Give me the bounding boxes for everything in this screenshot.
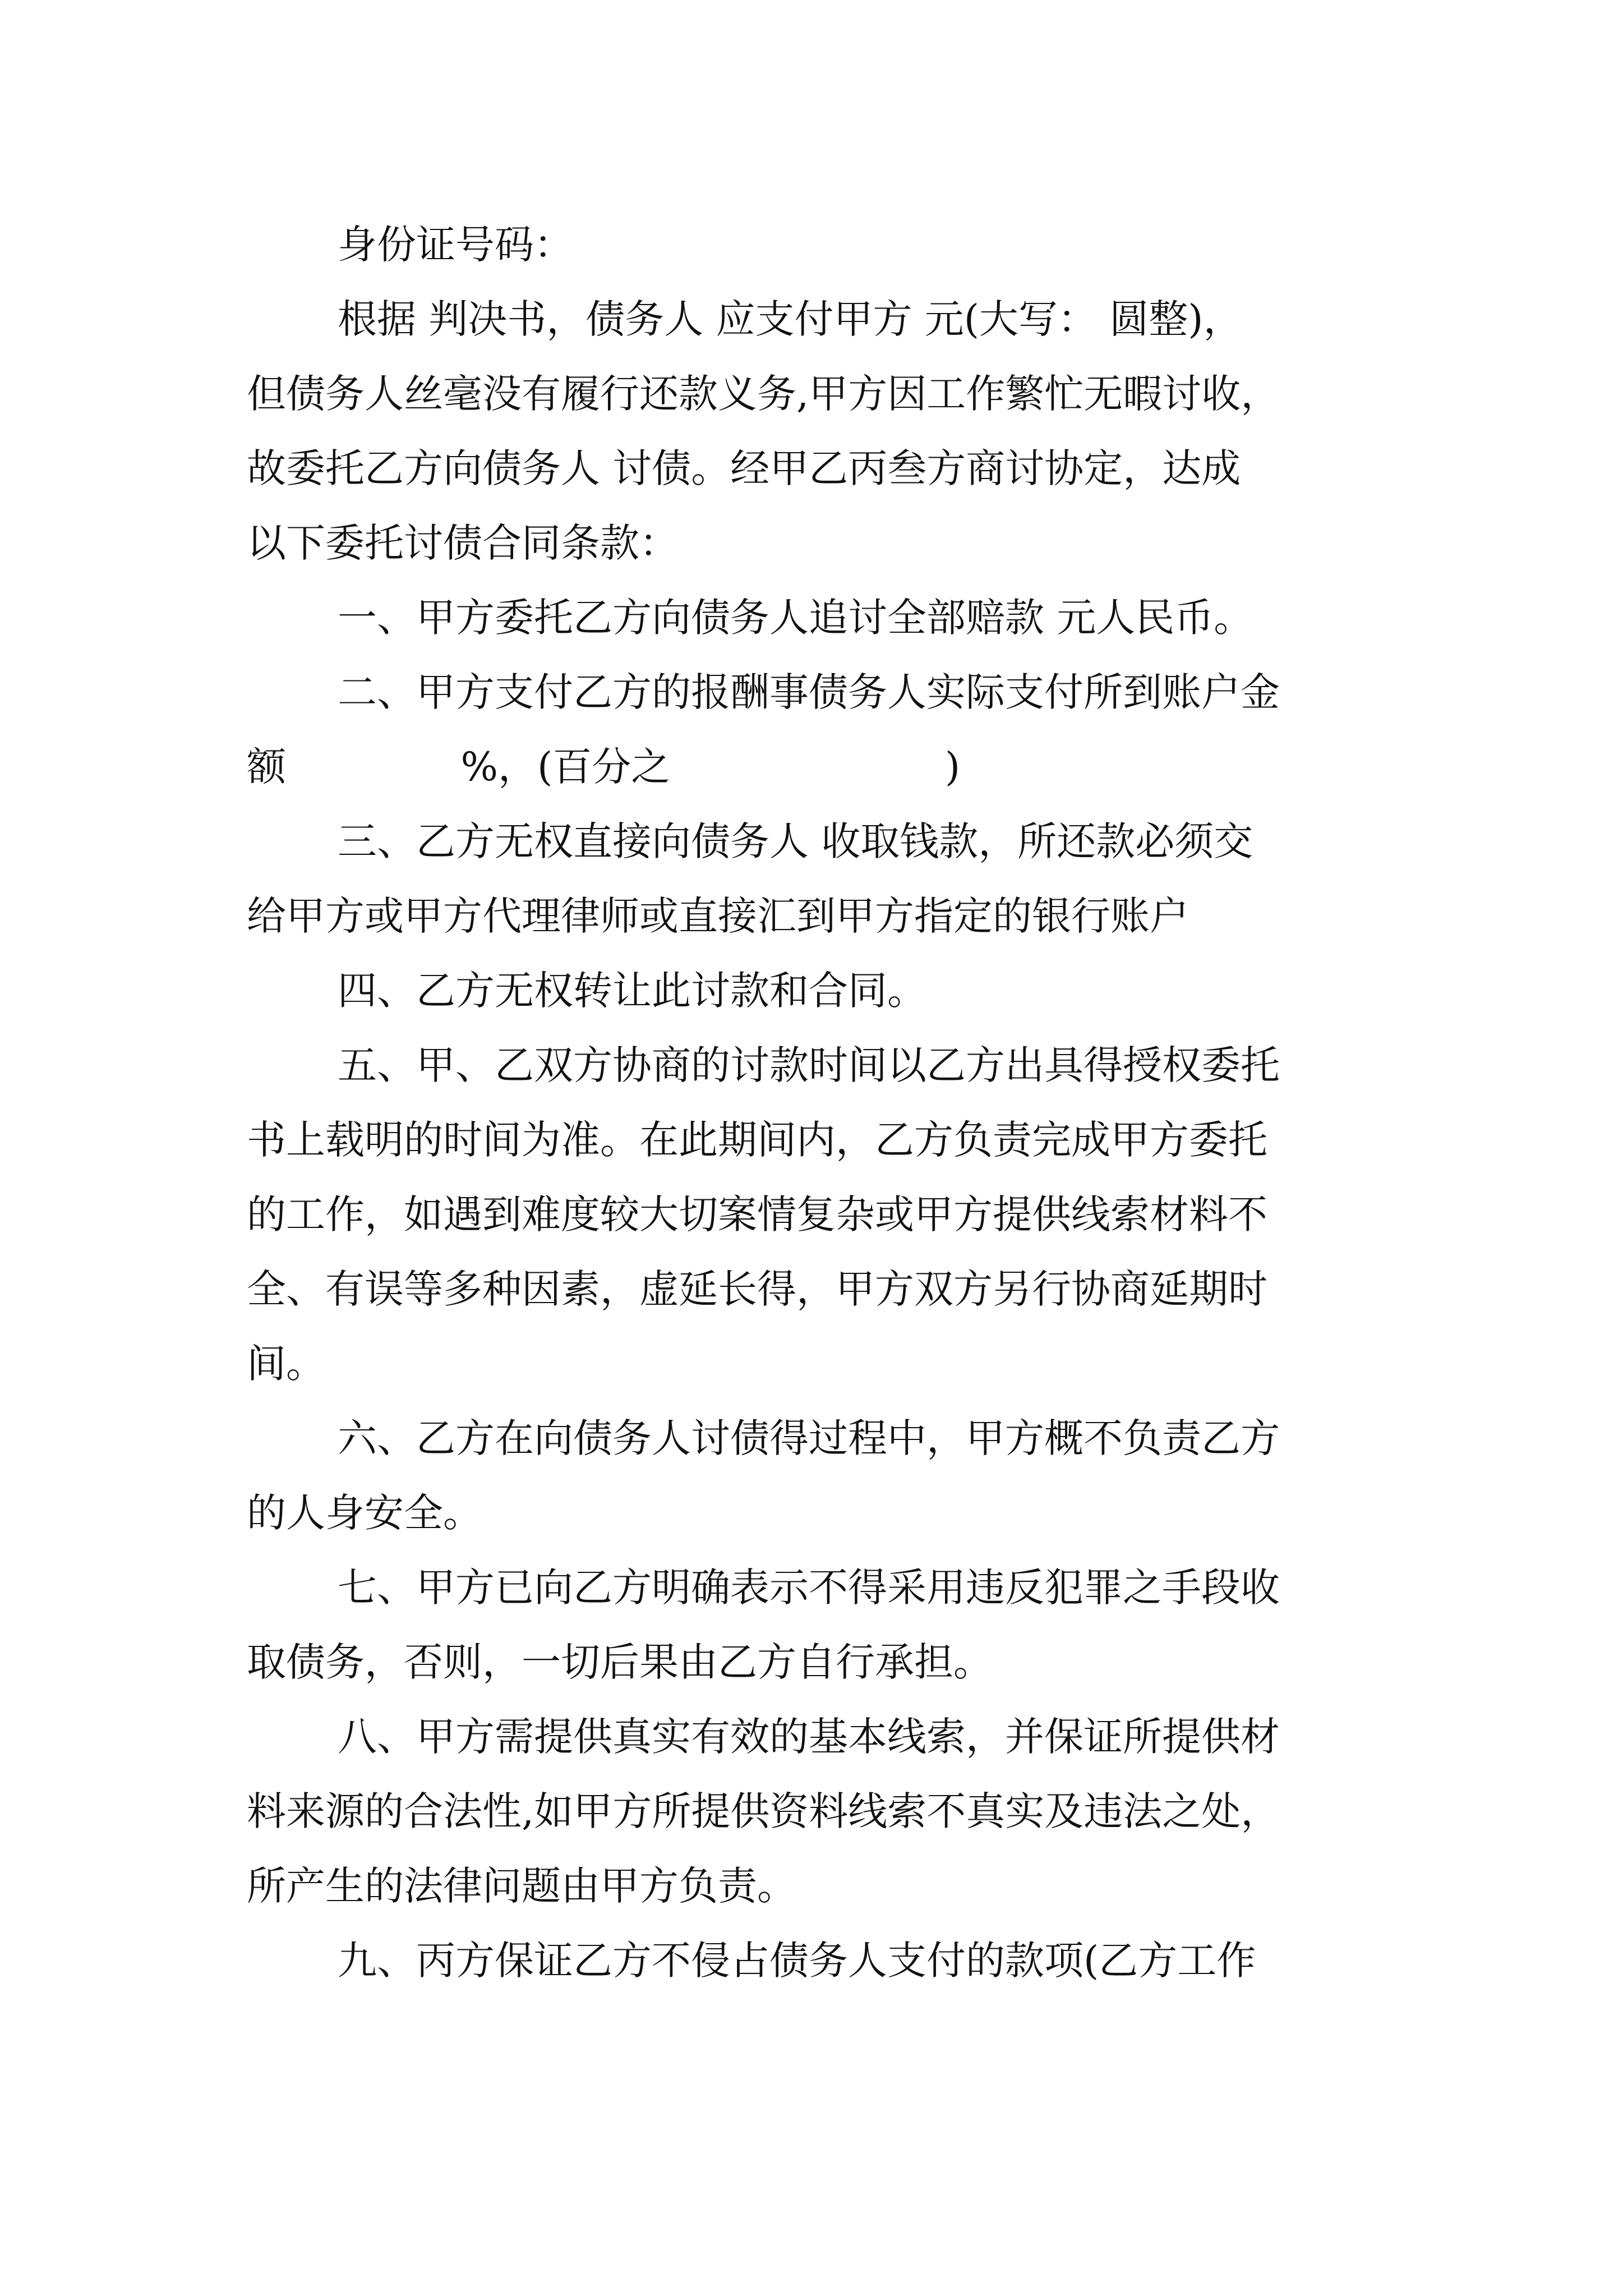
clause-3: 三、乙方无权直接向债务人 收取钱款，所还款必须交	[338, 818, 1253, 864]
text-line: 的工作，如遇到难度较大切案情复杂或甲方提供线索材料不	[247, 1191, 1267, 1237]
text-line: 故委托乙方向债务人 讨债。经甲乙丙叁方商讨协定，达成	[247, 445, 1241, 491]
document-body	[247, 208, 1391, 1998]
text-line: 书上载明的时间为准。在此期间内，乙方负责完成甲方委托	[247, 1117, 1267, 1163]
text-line: 额 %，(百分之 )	[247, 744, 961, 790]
clause-8: 八、甲方需提供真实有效的基本线索，并保证所提供材	[338, 1714, 1280, 1760]
id-number-line: 身份证号码：	[338, 222, 573, 268]
clause-6: 六、乙方在向债务人讨债得过程中，甲方概不负责乙方	[338, 1415, 1280, 1461]
text-line: 的人身安全。	[247, 1490, 482, 1536]
clause-2: 二、甲方支付乙方的报酬事债务人实际支付所到账户金	[338, 669, 1280, 715]
text-line: 料来源的合法性,如甲方所提供资料线索不真实及违法之处，	[247, 1788, 1280, 1834]
clause-9: 九、丙方保证乙方不侵占债务人支付的款项(乙方工作	[338, 1938, 1256, 1984]
text-line: 但债务人丝毫没有履行还款义务,甲方因工作繁忙无暇讨收，	[247, 371, 1280, 417]
clause-4: 四、乙方无权转让此讨款和合同。	[338, 968, 926, 1014]
text-line: 取债务，否则，一切后果由乙方自行承担。	[247, 1639, 993, 1685]
clause-1: 一、甲方委托乙方向债务人追讨全部赔款 元人民币。	[338, 595, 1253, 641]
text-line: 根据 判决书，债务人 应支付甲方 元(大写： 圆整)，	[338, 296, 1243, 342]
clause-7: 七、甲方已向乙方明确表示不得采用违反犯罪之手段收	[338, 1565, 1280, 1611]
text-line: 全、有误等多种因素，虚延长得，甲方双方另行协商延期时	[247, 1266, 1267, 1312]
text-line: 间。	[247, 1341, 325, 1387]
text-line: 所产生的法律问题由甲方负责。	[247, 1863, 796, 1909]
text-line: 以下委托讨债合同条款：	[247, 520, 679, 566]
clause-5: 五、甲、乙双方协商的讨款时间以乙方出具得授权委托	[338, 1042, 1280, 1088]
text-line: 给甲方或甲方代理律师或直接汇到甲方指定的银行账户	[247, 893, 1189, 939]
